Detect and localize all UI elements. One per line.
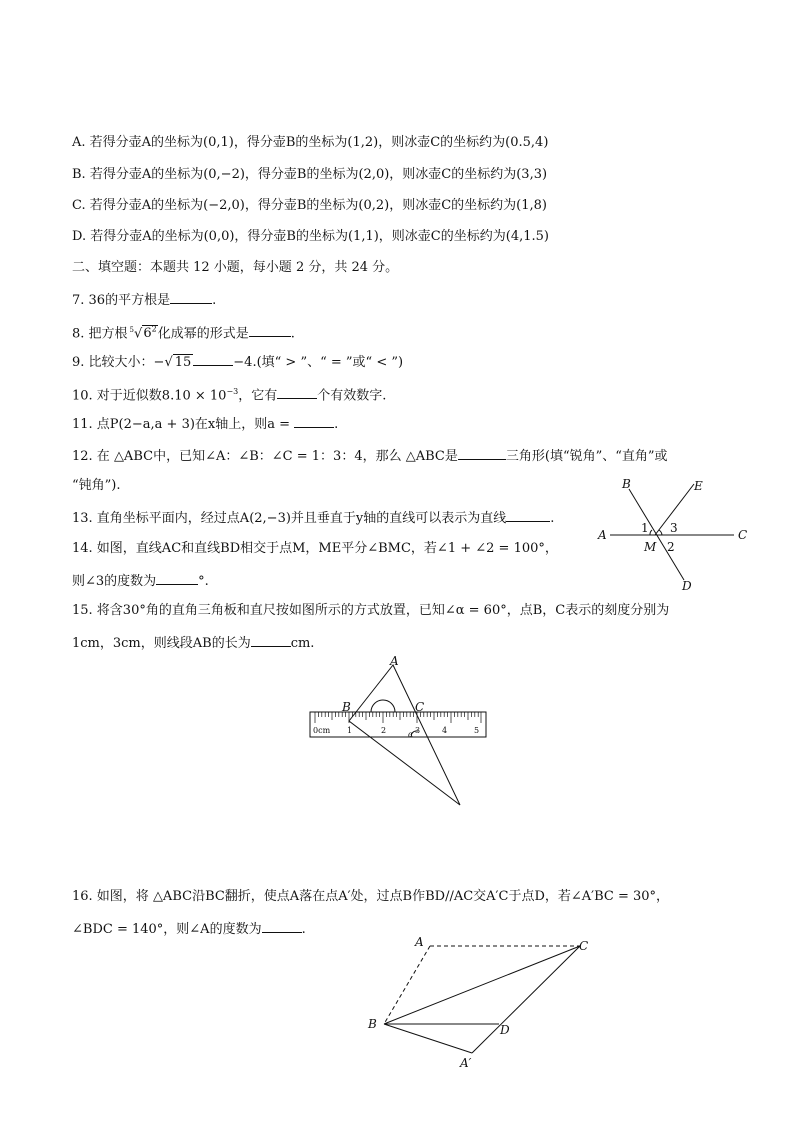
question-7: [72, 290, 216, 310]
q9-radicand: 15: [174, 355, 192, 370]
q10-exponent: −3: [226, 387, 239, 396]
label-e: E: [694, 479, 703, 493]
answer-blank: [249, 323, 291, 337]
radical-sign: √: [134, 326, 143, 342]
q8-end: .: [290, 326, 295, 342]
label-a: A: [415, 935, 424, 949]
label-2: 2: [667, 540, 675, 554]
q10-text: 10. 对于近似数8.10 × 10: [72, 388, 227, 404]
question-15: 15. 将含30°角的直角三角板和直尺按如图所示的方式放置，已知∠α = 60°，点B，C表示的刻度分别为: [72, 603, 670, 618]
q14-end: °.: [198, 574, 209, 589]
section-heading: 二、填空题：本题共 12 小题，每小题 2 分，共 24 分。: [72, 260, 399, 275]
tick-label-1: 1: [347, 726, 353, 735]
question-12-cont: “钝角”).: [72, 478, 121, 493]
segment-ab: [384, 946, 430, 1024]
label-c: C: [579, 939, 589, 953]
label-a-prime: A′: [460, 1056, 472, 1070]
label-c: C: [738, 528, 748, 542]
q13-text: 13. 直角坐标平面内，经过点A(2,−3)并且垂直于y轴的直线可以表示为直线: [72, 511, 507, 526]
answer-blank: [458, 446, 506, 460]
answer-blank: [170, 290, 212, 304]
segment-bc: [384, 946, 580, 1024]
answer-blank: [251, 633, 291, 647]
ruler: [310, 712, 486, 737]
label-m: M: [644, 540, 657, 554]
question-12: [72, 446, 668, 466]
protractor-arc: [371, 700, 395, 712]
q7-end: .: [212, 293, 217, 308]
answer-blank: [294, 414, 334, 428]
q8-radicand: $6^2$: [143, 325, 157, 342]
q12-text-2: 三角形(填“锐角”、“直角”或: [505, 449, 668, 464]
answer-blank: [506, 508, 550, 522]
question-9: [72, 352, 403, 372]
label-b: B: [342, 700, 351, 714]
q7-text: 7. 36的平方根是: [72, 293, 171, 308]
q16-end: .: [301, 922, 306, 937]
tick-label-5: 5: [474, 726, 480, 735]
angle-arc: [659, 530, 662, 535]
tick-label-0: 0cm: [313, 726, 331, 735]
q9-text-2: −4.(填“ > ”、“ = ”或“ < ”): [233, 355, 404, 370]
label-d: D: [682, 579, 692, 592]
option-b: B. 若得分壶A的坐标为(0,−2)，得分壶B的坐标为(2,0)，则冰壶C的坐标约为(3,3): [72, 167, 548, 182]
question-14: 14. 如图，直线AC和直线BD相交于点M，ME平分∠BMC，若∠1 + ∠2 = 100°，: [72, 541, 558, 556]
question-11: [72, 414, 338, 434]
question-10: [72, 383, 386, 405]
segment-ba-prime: [384, 1024, 472, 1053]
label-b: B: [368, 1017, 377, 1031]
q14-text: 则∠3的度数为: [72, 574, 157, 589]
figure-q15: [305, 655, 495, 810]
q11-text: 11. 点P(2−a,a + 3)在x轴上，则a =: [72, 417, 291, 432]
q11-end: .: [334, 417, 339, 432]
q16-text: ∠BDC = 140°，则∠A的度数为: [72, 922, 262, 937]
label-a: A: [390, 655, 399, 668]
question-16-cont: [72, 919, 306, 939]
q8-text-2: 化成幂的形式是: [157, 326, 249, 342]
radical-sign: √: [164, 355, 173, 370]
tick-label-2: 2: [381, 726, 387, 735]
question-15-cont: [72, 633, 314, 653]
label-3: 3: [670, 521, 678, 535]
label-d: D: [500, 1023, 510, 1037]
label-b: B: [622, 477, 631, 491]
label-c: C: [415, 700, 425, 714]
q15-text: 1cm，3cm，则线段AB的长为: [72, 636, 251, 651]
option-c: C. 若得分壶A的坐标为(−2,0)，得分壶B的坐标为(0,2)，则冰壶C的坐标约为(1,8): [72, 198, 547, 213]
question-14-cont: [72, 571, 209, 591]
angle-arc: [650, 530, 652, 535]
q12-text: 12. 在 △ABC中，已知∠A：∠B：∠C = 1：3：4，那么 △ABC是: [72, 449, 458, 464]
q13-end: .: [550, 511, 555, 526]
q10-text-2: ，它有: [238, 388, 278, 404]
tick-label-4: 4: [442, 726, 448, 735]
answer-blank: [262, 919, 302, 933]
q10-text-3: 个有效数字.: [317, 388, 387, 404]
q8-root-index: 5: [129, 326, 135, 334]
question-8: [72, 321, 295, 343]
option-a: A. 若得分壶A的坐标为(0,1)，得分壶B的坐标为(1,2)，则冰壶C的坐标约为(0.5,4): [72, 135, 549, 150]
answer-blank: [193, 352, 233, 366]
q8-exponent: 2: [151, 325, 157, 334]
question-13: [72, 508, 554, 528]
option-d: D. 若得分壶A的坐标为(0,0)，得分壶B的坐标为(1,1)，则冰壶C的坐标约为(4,1.5): [72, 229, 549, 244]
q8-text: 8. 把方根: [72, 326, 128, 342]
label-1: 1: [641, 521, 649, 535]
figure-q16: [360, 930, 600, 1075]
q9-text: 9. 比较大小：−: [72, 355, 165, 370]
question-16: 16. 如图，将 △ABC沿BC翻折，使点A落在点A′处，过点B作BD//AC交A′C于点D，若∠A′BC = 30°，: [72, 889, 670, 904]
label-a: A: [598, 528, 607, 542]
tick-label-3: 3: [415, 726, 421, 735]
label-alpha: α: [408, 730, 414, 739]
q15-end: cm.: [290, 636, 315, 651]
segment-a-prime-c: [472, 946, 580, 1053]
answer-blank: [156, 571, 198, 585]
figure-q14: [590, 472, 760, 592]
answer-blank: [277, 385, 317, 399]
